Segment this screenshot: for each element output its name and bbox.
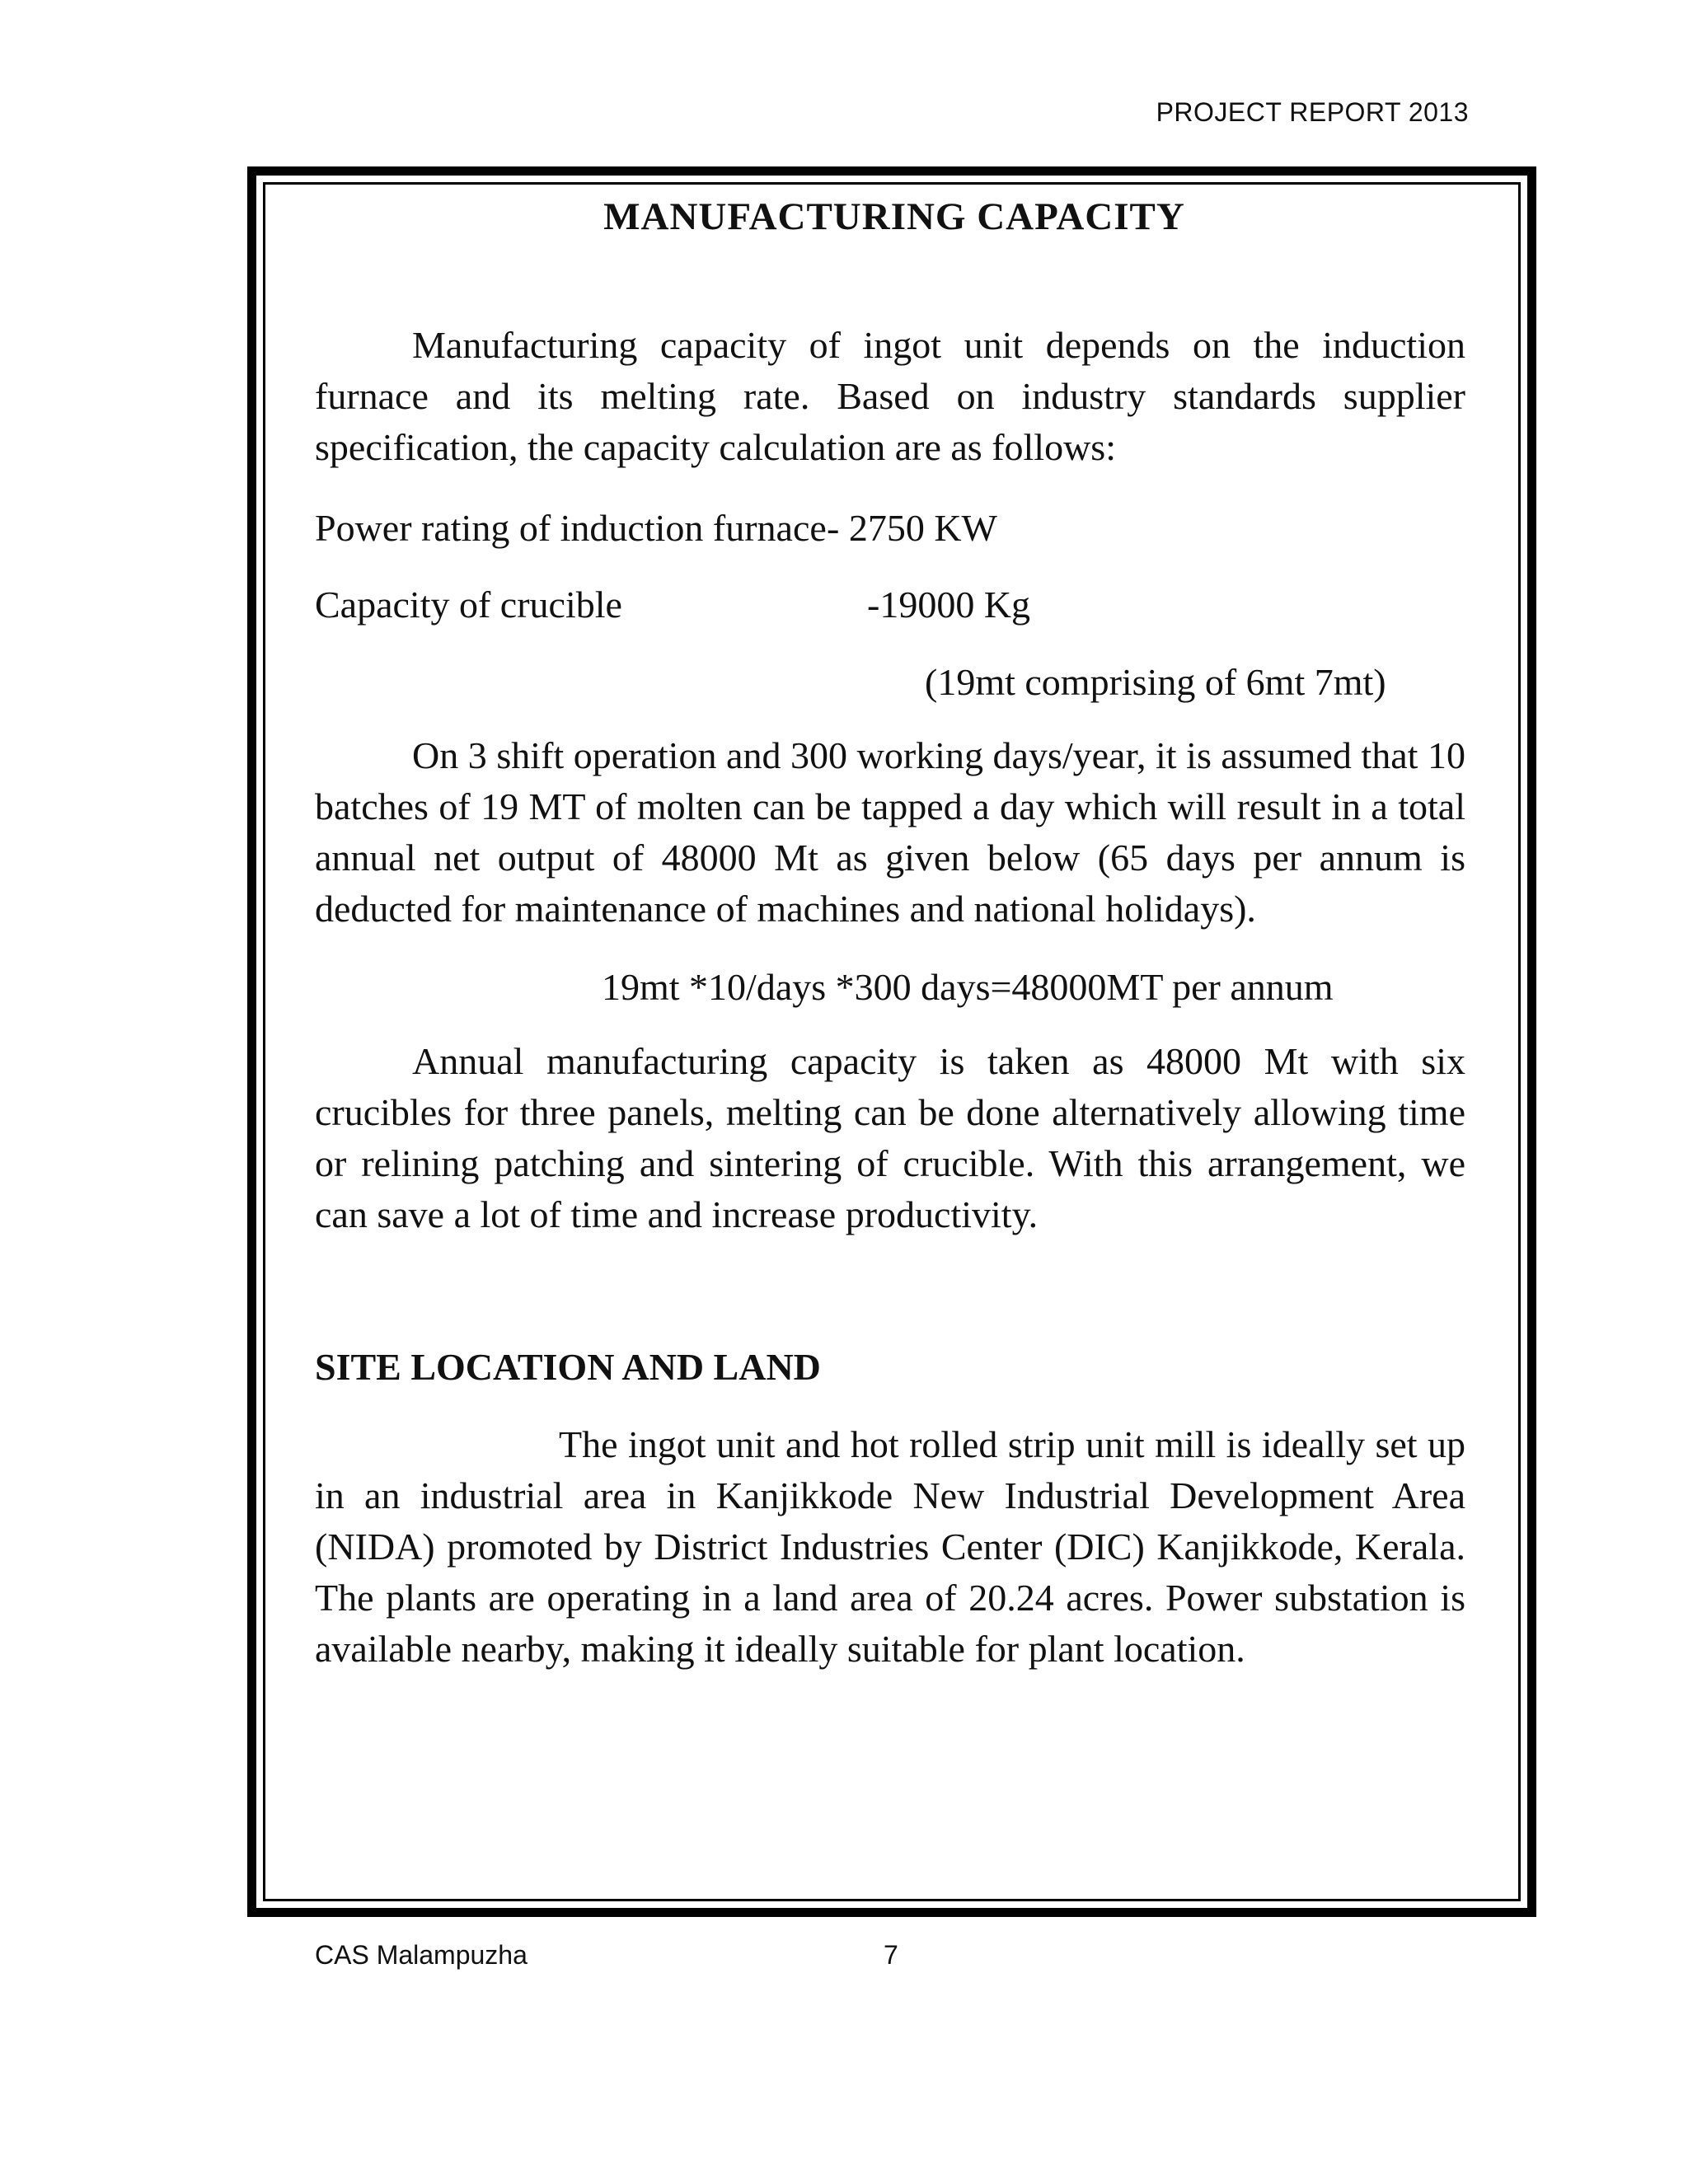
section-heading-site: SITE LOCATION AND LAND	[315, 1346, 821, 1388]
power-rating-label: Power rating of induction furnace	[315, 507, 827, 549]
report-header: PROJECT REPORT 2013	[1156, 97, 1469, 127]
power-rating-value: - 2750 KW	[827, 507, 997, 549]
crucible-label: Capacity of crucible	[315, 583, 622, 626]
footer-org: CAS Malampuzha	[315, 1940, 528, 1970]
section-title-manufacturing: MANUFACTURING CAPACITY	[603, 195, 1185, 238]
page-number: 7	[884, 1940, 898, 1970]
annual-capacity-paragraph: Annual manufacturing capacity is taken as 48000 Mt with six crucibles for three panels, melting can be done alternatively allowing time or relining patching and sintering of crucible. With this arrangement, we can save a lot of time and increase productivity.	[315, 1040, 1465, 1235]
capacity-formula: 19mt *10/days *300 days=48000MT per annum	[602, 966, 1334, 1008]
crucible-note: (19mt comprising of 6mt 7mt)	[925, 661, 1386, 703]
intro-paragraph: Manufacturing capacity of ingot unit depends on the induction furnace and its melting rate. Based on industry standards supplier specification, the capacity calculation are as follows:	[315, 324, 1465, 468]
shift-paragraph: On 3 shift operation and 300 working days/year, it is assumed that 10 batches of 19 MT of molten can be tapped a day which will result in a total annual net output of 48000 Mt as given below (65 days per annum is deducted for maintenance of machines and national holidays).	[315, 734, 1465, 930]
site-paragraph: The ingot unit and hot rolled strip unit mill is ideally set up in an industrial area in Kanjikkode New Industrial Development Area (NIDA) promoted by District Industries Center (DIC) Kanjikkode, Kerala. The plants are operating in a land area of 20.24 acres. Power substation is available nearby, making it ideally suitable for plant location.	[315, 1423, 1465, 1670]
crucible-value: -19000 Kg	[867, 583, 1031, 626]
